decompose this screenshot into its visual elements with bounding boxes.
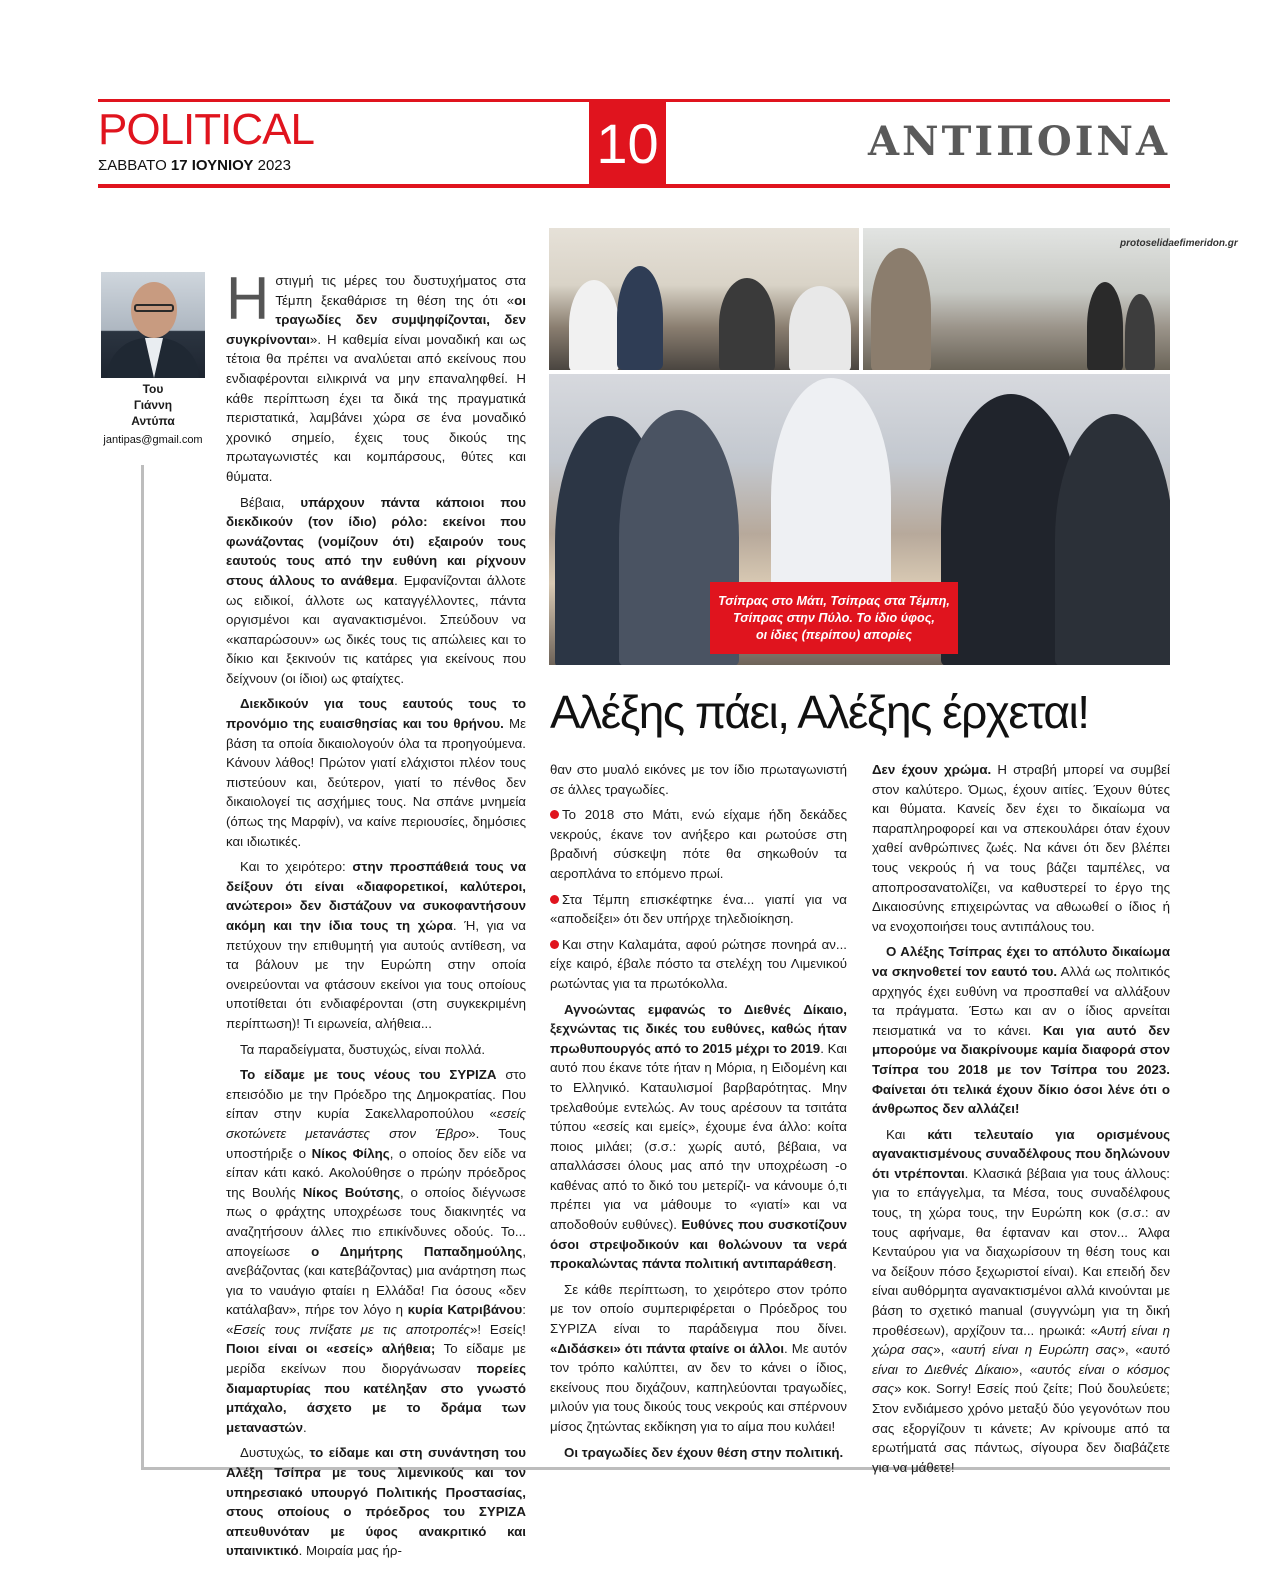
paragraph: Ηστιγμή τις μέρες του δυστυχήματος στα Τέμπη ξεκαθάρισε τη θέση της ότι «οι τραγωδίες δεν συμψηφίζονται, δεν συγκρίνονται». Η καθεμία είναι μοναδική και ως τέτοια θα πρέπει να αναλύεται από εκείνους που ενδιαφέρονται ειλικρινά να μην επαναληφθεί. Η κάθε περίπτωση έχει τα δικά της πραγματικά περιστατικά, λαμβάνει χώρα σε ένα μοναδικό χρονικό σημείο, έχεις τους δικούς της πρωταγωνιστές και κομπάρσους, θύτες και θύματα. <box>226 265 526 484</box>
photo-site-visit-tempi <box>863 228 1170 370</box>
column-title: ΑΝΤΙΠΟΙΝΑ <box>868 118 1170 165</box>
paragraph: Τα παραδείγματα, δυστυχώς, είναι πολλά. <box>240 1041 486 1057</box>
paragraph: θαν στο μυαλό εικόνες με τον ίδιο πρωταγωνιστή σε άλλες τραγωδίες. <box>550 762 847 797</box>
article-column-3 <box>872 760 1170 1483</box>
author-byline: Του Γιάννη Αντύπα <box>131 382 175 428</box>
paragraph: Σε κάθε περίπτωση, το χειρότερο στον τρόπο με τον οποίο συμπεριφέρεται ο Πρόεδρος του ΣΥΡΙΖΑ είναι το παράδειγμα που δίνει. «Διδάσκει» ότι πάντα φταίνε οι άλλοι. Με αυτόν τον τρόπο καλύπτει, αν δεν το κάνει ο ίδιος, εκείνους που διχάζουν, καπηλεύονται τραγωδίες, μιλούν για τους δικούς τους νεκρούς και σπέρνουν μίσος ζητώντας εκδίκηση για το αίμα που κυλάει! <box>550 1281 848 1434</box>
paragraph: Δεν έχουν χρώμα. Η στραβή μπορεί να συμβεί στον καλύτερο. Όμως, έχουν αιτίες. Έχουν θύτες και θύματα. Κανείς δεν έχει το δικαίωμα να παραπληροφορεί και να σπεκουλάρει όταν έχουν χαθεί ανθρώπινες ζωές. Να κάνει ότι δεν βλέπει τους νεκρούς ή να τους βάζει ταμπέλες, να αποπροσανατολίζει, να καθυστερεί το έργο της Δικαιοσύνης επιχειρώντας να αθωωθεί ο ίδιος ή να ενοχοποιήσει τους αντιπάλους του. <box>872 762 1171 934</box>
paragraph: Βέβαια, υπάρχουν πάντα κάποιοι που διεκδικούν (τον ίδιο) ρόλο: εκείνοι που φωνάζοντας (νομίζουν ότι) εξαιρούν τους εαυτούς τους από την ευθύνη και ρίχνουν στους άλλους το ανάθεμα. Εμφανίζονται άλλοτε ως ειδικοί, άλλοτε ως καταγγέλλοντες, πάντα οργισμένοι και αγανακτισμένοι. Σπεύδουν να «καπαρώσουν» ως δικές τους τις απώλειες και το δίκιο και ξεκινούν τις κατάρες για εκείνους που δείχνουν (οι ίδιοι) ως φταίχτες. <box>226 494 527 686</box>
photo-caption: Τσίπρας στο Μάτι, Τσίπρας στα Τέμπη, Τσίπρας στην Πύλο. Το ίδιο ύφος, οι ίδιες (περίπου) απορίες <box>710 582 958 654</box>
author-email: jantipas@gmail.com <box>103 434 203 446</box>
author-photo <box>101 272 205 378</box>
bullet-item: Και στην Καλαμάτα, αφού ρώτησε πονηρά αν... είχε καιρό, έβαλε πόστο τα στελέχη του Λιμενικού ρωτώντας για τα πρωτόκολλα. <box>550 936 847 991</box>
watermark: protoselidaefimeridon.gr <box>1120 238 1238 249</box>
bullet-item: Το 2018 στο Μάτι, ενώ είχαμε ήδη δεκάδες νεκρούς, έκανε τον ανήξερο και ρωτούσε στη βραδινή σύσκεψη πότε θα σηκωθούν τα αεροπλάνα το επόμενο πρωί. <box>550 807 847 881</box>
masthead-bottom-rule <box>98 184 1170 188</box>
bullet-icon <box>550 895 559 904</box>
photo-meeting-mati <box>549 228 859 370</box>
paragraph: Ο Αλέξης Τσίπρας έχει το απόλυτο δικαίωμα να σκηνοθετεί τον εαυτό του. Αλλά ως πολιτικός αρχηγός έχει ευθύνη να προσπαθεί να αλλάξουν τα πράγματα. Έστω και αν ο ίδιος αρνείται πεισματικά να το κάνει. Και για αυτό δεν μπορούμε να διακρίνουμε καμία διαφορά στον Τσίπρα του 2018 με τον Τσίπρα του 2023. Φαίνεται ότι τελικά έχουν δίκιο όσοι λένε ότι ο άνθρωπος δεν αλλάζει! <box>872 944 1170 1117</box>
article-headline: Αλέξης πάει, Αλέξης έρχεται! <box>550 686 1089 738</box>
frame-left-line <box>141 465 144 1470</box>
paragraph: Δυστυχώς, το είδαμε και στη συνάντηση του Αλέξη Τσίπρα με τους λιμενικούς και τον υπηρεσιακό υπουργό Πολιτικής Προστασίας, στους οποίους ο πρόεδρος του ΣΥΡΙΖΑ απευθυνόταν με ύφος ανακριτικό και υπαινικτικό. Μοιραία μας ήρ- <box>226 1445 526 1559</box>
paragraph: Το είδαμε με τους νέους του ΣΥΡΙΖΑ στο επεισόδιο με την Πρόεδρο της Δημοκρατίας. Που είπαν στην κυρία Σακελλαροπούλου «εσείς σκοτώνετε μετανάστες στον Έβρο». Τους υποστήριξε ο Νίκος Φίλης, ο οποίος δεν είδε να είπαν κάτι κακό. Ακολούθησε ο πρώην πρόεδρος της Βουλής Νίκος Βούτσης, ο οποίος διέγνωσε πως ο φράχτης υποχρέωσε τους διακινητές να αναζητήσουν άλλες πιο επικίνδυνες οδούς. Το... απογείωσε ο Δημήτρης Παπαδημούλης, ανεβάζοντας (και κατεβάζοντας) μια ανάρτηση πως για το ναυάγιο φταίει η Ελλάδα! Για όσους «δεν κατάλαβαν», πήρε τον λόγο η κυρία Κατριβάνου: «Εσείς τους πνίξατε με τις αποτροπές»! Εσείς! Ποιοι είναι οι «εσείς» αλήθεια; Το είδαμε με μερίδα εκείνων που διοργάνωσαν πορείες διαμαρτυρίας που κατέληξαν στο γνωστό μπάχαλο, άσχετο με το δράμα των μεταναστών. <box>226 1067 527 1435</box>
bullet-icon <box>550 940 559 949</box>
bullet-item: Στα Τέμπη επισκέφτηκε ένα... γιαπί για να «αποδείξει» ότι δεν υπήρχε τηλεδιοίκηση. <box>550 891 847 927</box>
paragraph: Αγνοώντας εμφανώς το Διεθνές Δίκαιο, ξεχνώντας τις δικές του ευθύνες, καθώς ήταν πρωθυπουργός από το 2015 μέχρι το 2019. Και αυτό που έκανε τότε ήταν η Μόρια, η Ειδομένη και το Ελληνικό. Καταυλισμοί βαρβαρότητας. Μην τρελαθούμε εντελώς. Αν τους αρέσουν τα τσιτάτα τύπου «εσείς και εμείς», έχουμε ένα άλλο: κοίτα ποιος μιλάει; (σ.σ.: χωρίς αυτό, βέβαια, να απαλλάσσει όλους μας από την υποχρέωση -ο καθένας από το δικό του μετερίζι- να κάνουμε ό,τι πρέπει για να μάθουμε το «γιατί» και να αποδοθούν ευθύνες). Ευθύνες που συσκοτίζουν όσοι στρεψοδικούν και θολώνουν τα νερά προκαλώντας πάντα πολιτική αντιπαράθεση. <box>550 1001 848 1272</box>
section-title: POLITICAL <box>98 105 314 154</box>
article-column-2 <box>550 760 847 1468</box>
paragraph: Και κάτι τελευταίο για ορισμένους αγανακτισμένους συναδέλφους που δηλώνουν ότι ντρέπονται. Κλασικά βέβαια για τους άλλους: για το επάγγελμα, τα Μέσα, τους συναδέλφους τους, τη χώρα τους, την Ευρώπη κοκ (σ.σ.: αν τους αφήναμε, θα έφταναν και στον... Άλφα Κενταύρου για να διαχωρίσουν τη θέση τους και να δείξουν πόσο ξεχωριστοί είναι). Και επειδή δεν είναι αυθόρμητα αγανακτισμένοι αλλά κινούνται με βάση το σχετικό manual (συγγνώμη για τη δική προθέσεων), αρχίζουν τα... ηρωικά: «Αυτή είναι η χώρα σας», «αυτή είναι η Ευρώπη σας», «αυτό είναι το Διεθνές Δίκαιο», «αυτός είναι ο κόσμος σας» κοκ. Sorry! Εσείς πού ζείτε; Πού δουλεύετε; Στον ενδιάμεσο χρόνο μεταξύ δύο γεγονότων που σας εξοργίζουν τι κάνετε; Αν κρίνουμε από τα ερωτήματά σας πάντως, σίγουρα δεν διαβάζετε για να μάθετε! <box>872 1126 1170 1475</box>
article-column-1 <box>226 265 527 1567</box>
issue-date: ΣΑΒΒΑΤΟ 17 ΙΟΥΝΙΟΥ 2023 <box>98 157 291 174</box>
page-number: 10 <box>589 99 666 188</box>
paragraph: Διεκδικούν για τους εαυτούς τους το προνόμιο της ευαισθησίας και του θρήνου. Με βάση τα οποία δικαιολογούν όλα τα προηγούμενα. Κάνουν λάθος! Πρώτον γιατί ελάχιστοι πλέον τους πιστεύουν και, δεύτερον, γιατί το πένθος δεν δικαιολογεί τις ασχήμιες τους. Να σπάνε μνημεία (όπως της Μαρφίν), να καίνε περιουσίες, δημόσιες και ιδιωτικές. <box>226 696 526 849</box>
drop-cap: Η <box>226 265 270 332</box>
paragraph: Και το χειρότερο: στην προσπάθειά τους να δείξουν ότι είναι «διαφορετικοί, καλύτεροι, ανώτεροι» δεν διστάζουν να συκοφαντήσουν ακόμη και την ίδια τους τη χώρα. Ή, για να πετύχουν την επιθυμητή για αυτούς αντίθεση, να τα βάλουν με την Ευρώπη στην οποία ονειρεύονται να φτάσουν εκείνοι για τους οποίους υποτίθεται ότι ενδιαφέρονται (στη συγκεκριμένη περίπτωση)! Τι ειρωνεία, αλήθεια... <box>226 859 526 1031</box>
paragraph: Οι τραγωδίες δεν έχουν θέση στην πολιτική. <box>564 1444 844 1460</box>
bullet-icon <box>550 810 559 819</box>
